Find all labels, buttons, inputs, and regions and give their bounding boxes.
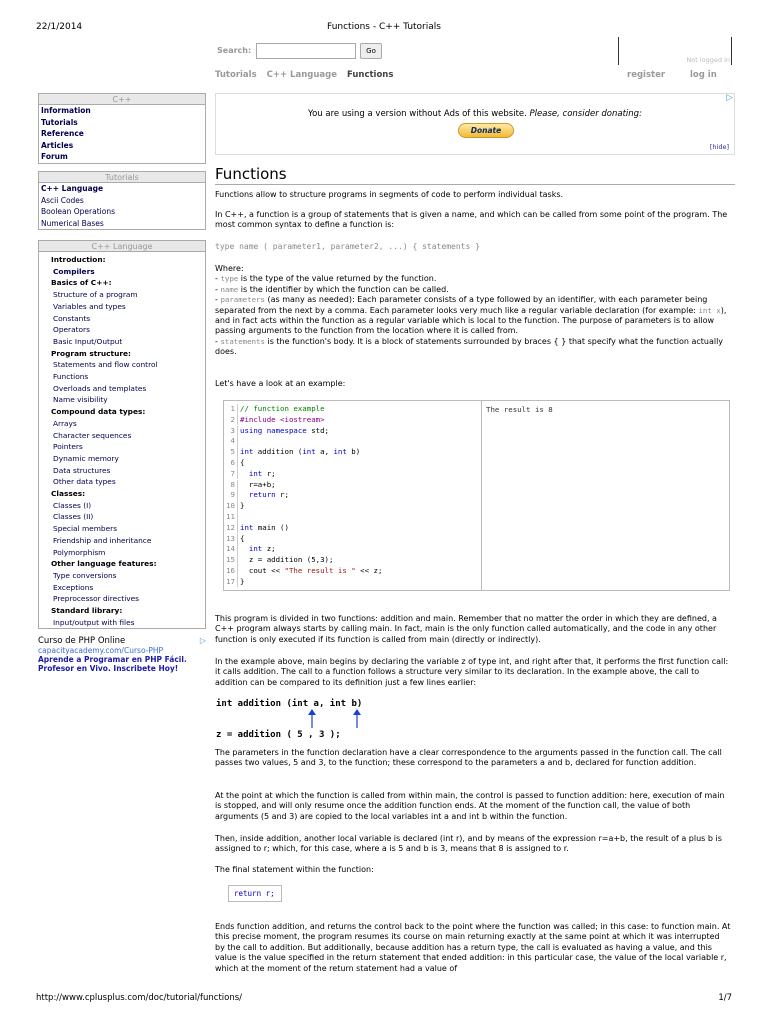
code-line: [224, 534, 482, 545]
sidebar-language-item[interactable]: Functions: [53, 372, 89, 382]
line-number: 17: [226, 576, 235, 586]
return-statement-box: return r;: [228, 885, 282, 902]
sidebar-language-item: Standard library:: [51, 606, 123, 616]
code-text: {: [240, 533, 245, 543]
sidebar-language-item[interactable]: Friendship and inheritance: [53, 535, 152, 545]
ad-url[interactable]: capacityacademy.com/Curso-PHP: [38, 646, 164, 655]
syntax-line: type name ( parameter1, parameter2, ...) { statements }: [215, 242, 480, 251]
code-line: [224, 523, 482, 534]
code-line: [224, 501, 482, 512]
output-text: The result is 8: [486, 405, 553, 414]
sidebar-language-item[interactable]: Operators: [53, 325, 90, 335]
paragraph-control-passed: At the point at which the function is called from within main, the control is passed to function addition: here, execution of main is stopped, and will only resume once the addition function ends. At the moment of the function call, the value of both arguments (5 and 3) are copied to the local variables int a and int b within the function.: [215, 791, 725, 821]
where-type-text: is the type of the value returned by the function.: [238, 274, 437, 284]
paragraph-final-statement: The final statement within the function:: [215, 865, 374, 874]
print-title: Functions - C++ Tutorials: [327, 22, 441, 32]
code-line: [224, 490, 482, 501]
line-number: 14: [226, 544, 235, 554]
sidebar-language-item[interactable]: Classes (I): [53, 500, 92, 510]
paragraph-inside-addition: Then, inside addition, another local variable is declared (int r), and by means of the expression r=a+b, the result of a plus b is assigned to r; which, for this case, where a is 5 and b is 3, means that 8 is assigned to r.: [215, 834, 722, 854]
code-line: [224, 426, 482, 437]
code-line: [224, 436, 482, 447]
paragraph-parameters: The parameters in the function declaration have a clear correspondence to the arguments passed in the function call. The call passes two values, 5 and 3, to the function; these correspond to the parameters a and b, declared for function addition.: [215, 748, 722, 768]
login-link[interactable]: log in: [690, 70, 717, 80]
sidebar-language-title: C++ Language: [39, 241, 205, 252]
line-number: 13: [226, 533, 235, 543]
login-status: Not logged in: [686, 56, 730, 64]
line-number: 7: [230, 468, 235, 478]
line-number: 2: [230, 414, 235, 424]
breadcrumb-functions: Functions: [346, 70, 394, 80]
sidebar-item-numerical-bases[interactable]: Numerical Bases: [41, 218, 104, 228]
example-intro: Let's have a look at an example:: [215, 379, 346, 388]
code-text: cout << "The result is " << z;: [240, 566, 383, 575]
breadcrumb: [215, 70, 400, 80]
code-int-x: int x: [698, 305, 721, 315]
sidebar-language-item: Program structure:: [51, 348, 131, 358]
code-text: // function example: [240, 404, 325, 413]
code-statements: statements: [220, 336, 265, 346]
sidebar-language-item: Basics of C++:: [51, 278, 112, 288]
sidebar-language-item: Classes:: [51, 489, 86, 499]
print-date: 22/1/2014: [36, 22, 83, 32]
sidebar-language-item[interactable]: Arrays: [53, 418, 77, 428]
notice-text-please: Please, consider donating:: [529, 109, 642, 119]
sidebar-language-item[interactable]: Polymorphism: [53, 547, 106, 557]
code-line: [224, 480, 482, 491]
where-type: - type is the type of the value returned by the function.: [215, 274, 437, 284]
line-number: 9: [230, 490, 235, 500]
sidebar-language-item: Other language features:: [51, 559, 157, 569]
where-list: [215, 264, 731, 358]
header-divider-right: [731, 37, 732, 65]
code-line: [224, 415, 482, 426]
sidebar-language-item[interactable]: Overloads and templates: [53, 383, 147, 393]
line-number: 3: [230, 425, 235, 435]
where-heading: Where:: [215, 264, 244, 273]
code-line: [224, 404, 482, 415]
code-line: [224, 512, 482, 523]
line-number: 15: [226, 555, 235, 565]
breadcrumb-cpp-language[interactable]: C++ Language: [266, 70, 337, 80]
code-line: [224, 458, 482, 469]
code-type: type: [220, 274, 239, 284]
line-number: 11: [226, 512, 235, 521]
sidebar-language-item[interactable]: Dynamic memory: [53, 453, 119, 463]
page-title: Functions: [215, 165, 287, 183]
sidebar-language-list: [39, 252, 205, 629]
line-number: 16: [226, 566, 235, 575]
where-parameters: - parameters (as many as needed): Each parameter consists of a type followed by an identifier, with each parameter being separated from the next by a comma. Each parameter looks very much like a regular variable declaration (for example: int x), and in fact acts within the function as a regular variable which is local to the function. The purpose of parameters is to allow passing arguments to the function from the location where it is called from.: [215, 295, 727, 336]
sidebar-language-item[interactable]: Special members: [53, 524, 118, 534]
register-link[interactable]: register: [627, 70, 666, 80]
search-input[interactable]: [256, 43, 356, 59]
sidebar-language-item[interactable]: Structure of a program: [53, 290, 138, 300]
code-listing: [224, 401, 482, 590]
sidebar-ad[interactable]: [38, 636, 206, 676]
sidebar-language-item[interactable]: Exceptions: [53, 582, 94, 592]
line-number: 10: [226, 501, 235, 511]
sidebar-tutorials-box: [38, 171, 206, 230]
print-url: http://www.cplusplus.com/doc/tutorial/functions/: [36, 993, 243, 1003]
sidebar-cpp-box: [38, 93, 206, 164]
paragraph-ends-function: Ends function addition, and returns the control back to the point where the function was called; in this case: to function main. At this precise moment, the program resumes its course on main returning exactly at the same point at which it was interrupted by the call to addition. But additionally, because addition has a return type, the call is evaluated as having a value, and this value is the value specified in the return statement that ended addition: in this particular case, the value of the local variable r, which at the moment of the return statement had a value of: [215, 922, 731, 973]
sidebar-language-item[interactable]: Basic Input/Output: [53, 336, 123, 346]
sidebar-language-item[interactable]: Classes (II): [53, 512, 94, 522]
sidebar-item-forum[interactable]: Forum: [41, 152, 68, 162]
sidebar-language-item[interactable]: Compilers: [53, 266, 95, 276]
call-mapping-diagram: [216, 696, 396, 744]
sidebar-item-information[interactable]: Information: [41, 106, 91, 115]
code-text: {: [240, 458, 245, 467]
donation-notice: [215, 93, 735, 155]
sidebar-language-item[interactable]: Pointers: [53, 442, 83, 452]
sidebar-item-cpp-language[interactable]: C++ Language: [41, 184, 104, 193]
where-name: - name is the identifier by which the function can be called.: [215, 284, 449, 294]
code-line: [224, 566, 482, 577]
sidebar-language-item[interactable]: Character sequences: [53, 430, 132, 440]
sidebar-item-boolean-operations[interactable]: Boolean Operations: [41, 207, 115, 217]
sidebar-item-ascii-codes[interactable]: Ascii Codes: [41, 195, 84, 205]
sidebar-language-item[interactable]: Other data types: [53, 477, 116, 487]
notice-text: [216, 109, 734, 119]
code-text: }: [240, 501, 245, 511]
paragraph-main-begins: In the example above, main begins by declaring the variable z of type int, and right after that, it performs the first function call: it calls addition. The call to a function follows a structure very similar to its declaration. In the example above, the call to addition can be compared to its definition just a few lines earlier:: [215, 657, 729, 687]
title-divider: [215, 184, 735, 185]
sidebar-cpp-title: C++: [39, 94, 205, 105]
code-text: }: [240, 576, 245, 586]
breadcrumb-tutorials[interactable]: Tutorials: [215, 70, 257, 80]
example-code-table: [223, 400, 730, 591]
code-line: [224, 544, 482, 555]
code-parameters: parameters: [220, 295, 265, 305]
where-parameters-text1: (as many as needed): Each parameter consists of a type followed by an identifier, with each parameter being separated from the next by a comma. Each parameter looks very much like a regular variable declaration (for example:: [215, 295, 708, 315]
sidebar-language-item: Introduction:: [51, 255, 106, 264]
sidebar-language-item[interactable]: Statements and flow control: [53, 360, 158, 370]
sidebar-language-item[interactable]: Type conversions: [53, 570, 117, 580]
sidebar-item-reference[interactable]: Reference: [41, 129, 84, 139]
sidebar-language-item: Compound data types:: [51, 407, 146, 417]
where-statements-text: is the function's body. It is a block of statements surrounded by braces { } that specify what the function actually does.: [215, 336, 724, 357]
diagram-call: z = addition ( 5 , 3 );: [216, 730, 341, 740]
output-panel: [483, 401, 731, 590]
where-parameters-text2: ), and in fact acts within the function as a regular variable which is local to the function. The purpose of parameters is to allow passing arguments to the function from the location where it is called from.: [215, 305, 727, 336]
hide-notice-link[interactable]: [hide]: [709, 143, 729, 151]
adchoices-icon[interactable]: ▷: [726, 93, 733, 103]
print-page-number: 1/7: [718, 993, 732, 1003]
code-line: [224, 469, 482, 480]
code-line: [224, 447, 482, 458]
paragraph-two-functions: This program is divided in two functions: addition and main. Remember that no matter the order in which they are defined, a C++ program always starts by calling main. In fact, main is the only function called automatically, and the code in any other function is only executed if its function is called from main (directly or indirectly).: [215, 614, 717, 644]
donate-button[interactable]: Donate: [458, 123, 514, 138]
code-text: z = addition (5,3);: [240, 555, 334, 565]
code-text: return r;: [248, 490, 289, 500]
sidebar-language-item[interactable]: Input/output with files: [53, 617, 135, 627]
sidebar-language-box: [38, 240, 206, 629]
code-text: using namespace std;: [240, 425, 329, 435]
diagram-declaration: int addition (int a, int b): [216, 699, 363, 709]
header-divider-left: [618, 37, 619, 65]
code-line: [224, 577, 482, 588]
sidebar-language-item[interactable]: Preprocessor directives: [53, 594, 140, 604]
code-text: int addition (int a, int b): [240, 447, 361, 457]
definition-paragraph: In C++, a function is a group of statements that is given a name, and which can be called from some point of the program. The most common syntax to define a function is:: [215, 210, 728, 230]
sidebar-language-item[interactable]: Name visibility: [53, 395, 108, 405]
sidebar-language-item[interactable]: Variables and types: [53, 301, 126, 311]
code-name: name: [220, 284, 239, 294]
code-text: int main (): [240, 522, 289, 532]
line-number: 4: [230, 436, 235, 446]
search-label: Search:: [217, 46, 252, 55]
sidebar-language-item[interactable]: Constants: [53, 313, 91, 323]
sidebar-item-articles[interactable]: Articles: [41, 140, 74, 150]
sidebar-tutorials-title: Tutorials: [39, 172, 205, 183]
notice-text-main: You are using a version without Ads of this website.: [308, 109, 530, 119]
code-text: r=a+b;: [240, 479, 276, 489]
line-number: 1: [230, 404, 235, 413]
line-number: 5: [230, 447, 235, 457]
code-line: [224, 555, 482, 566]
code-text: int z;: [248, 544, 276, 554]
where-statements: - statements is the function's body. It is a block of statements surrounded by braces { } that specify what the function actually does.: [215, 336, 724, 357]
ad-title[interactable]: Curso de PHP Online: [38, 636, 126, 646]
code-text: int r;: [248, 468, 276, 478]
intro-paragraph: Functions allow to structure programs in segments of code to perform individual tasks.: [215, 190, 564, 199]
search-go-button[interactable]: Go: [360, 43, 382, 59]
code-text: #include <iostream>: [240, 414, 325, 424]
sidebar-item-tutorials[interactable]: Tutorials: [41, 117, 78, 127]
where-name-text: is the identifier by which the function can be called.: [238, 284, 449, 294]
line-number: 12: [226, 522, 235, 532]
line-number: 8: [230, 479, 235, 489]
adchoices-icon[interactable]: ▷: [199, 636, 206, 645]
sidebar-language-item[interactable]: Data structures: [53, 465, 111, 475]
ad-text[interactable]: Aprende a Programar en PHP Fácil. Profesor en Vivo. Inscribete Hoy!: [38, 655, 187, 673]
line-number: 6: [230, 458, 235, 467]
